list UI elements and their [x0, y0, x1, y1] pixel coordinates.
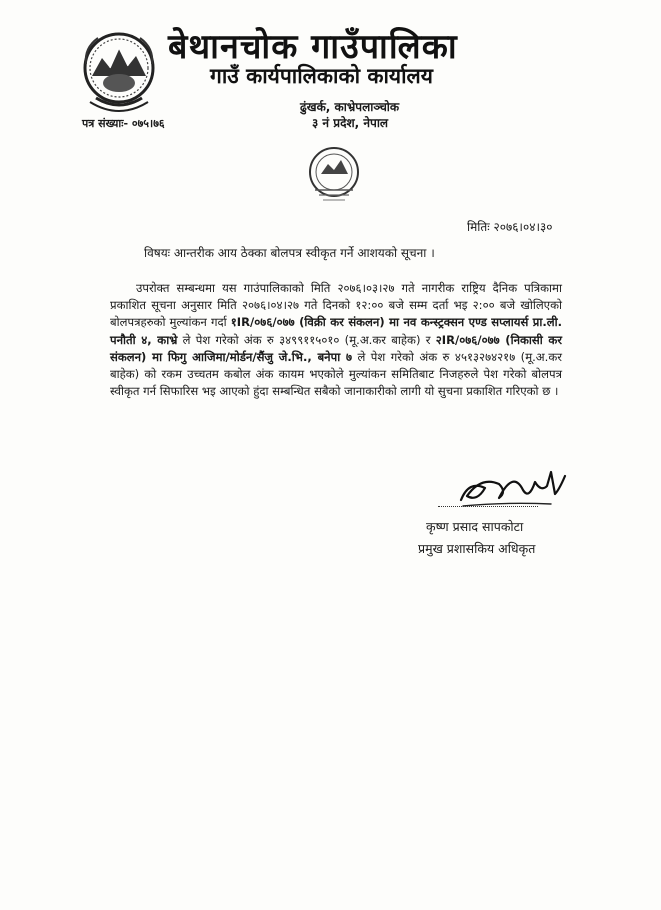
signer-name: कृष्ण प्रसाद सापकोटा: [426, 519, 524, 534]
signature-icon: [455, 462, 575, 516]
address-line-2: ३ नं प्रदेश, नेपाल: [312, 116, 389, 130]
body-segment-5: ले पेश गरेको अंक रु ४५१३२७४२१७ (मू.अ.कर बाहेक) को रकम उच्चतम कबोल अंक कायम भएकोले मुल्यांकन समितिबाट निजहरुले पेश गरेको बोलपत्र स्वीकृत गर्न सिफारिस भइ आएको हुंदा सम्बन्धित सबैको जानाकारीको लागी यो सुचना प्रकाशित गरिएको छ ।: [110, 349, 562, 399]
office-title: बेथानचोक गाउँपालिका: [168, 27, 458, 67]
office-subtitle: गाउँ कार्यपालिकाको कार्यालय: [210, 64, 433, 88]
subject-line: विषयः आन्तरीक आय ठेक्का बोलपत्र स्वीकृत गर्ने आशयको सूचना ।: [144, 246, 435, 260]
body-segment-1: उपरोक्त सम्बन्धमा यस गाउंपालिकाको मिति २०७६।०३।२७ गते नागरीक राष्ट्रिय दैनिक पत्रिकामा प्रकाशित सूचना अनुसार मिति २०७६।०४।२७ गते दिनको १२:०० बजे सम्म दर्ता भइ २:०० बजे खोलिएको बोलपत्रहरुको मुल्यांकन गर्दा: [110, 281, 562, 330]
body-segment-4: २IR/०७६/०७७ (निकासी कर संकलन) मा फिगु आजिमा/मोर्डन/सैंजु जे.भि., बनेपा ७: [110, 332, 563, 364]
body-paragraph: [110, 280, 562, 400]
letter-date: मितिः २०७६।०४।३०: [467, 220, 553, 234]
signer-title: प्रमुख प्रशासकिय अधिकृत: [418, 541, 536, 556]
office-stamp-icon: [297, 140, 371, 206]
body-segment-3: ले पेश गरेको अंक रु ३४९९११५०१० (मू.अ.कर बाहेक) र: [182, 332, 431, 347]
nepal-emblem-icon: [80, 28, 158, 120]
signature-dotted-line: [438, 506, 538, 507]
address-line-1: ढुंखर्क, काभ्रेपलाञ्चोक: [300, 100, 400, 114]
reference-number: पत्र संख्याः- ०७५।७६: [82, 117, 165, 130]
letter-body: [110, 280, 562, 400]
body-segment-2: १IR/०७६/०७७ (विक्री कर संकलन) मा नव कन्स्ट्रक्सन एण्ड सप्लायर्स प्रा.ली. पनौती ४, काभ्रे: [110, 315, 563, 347]
